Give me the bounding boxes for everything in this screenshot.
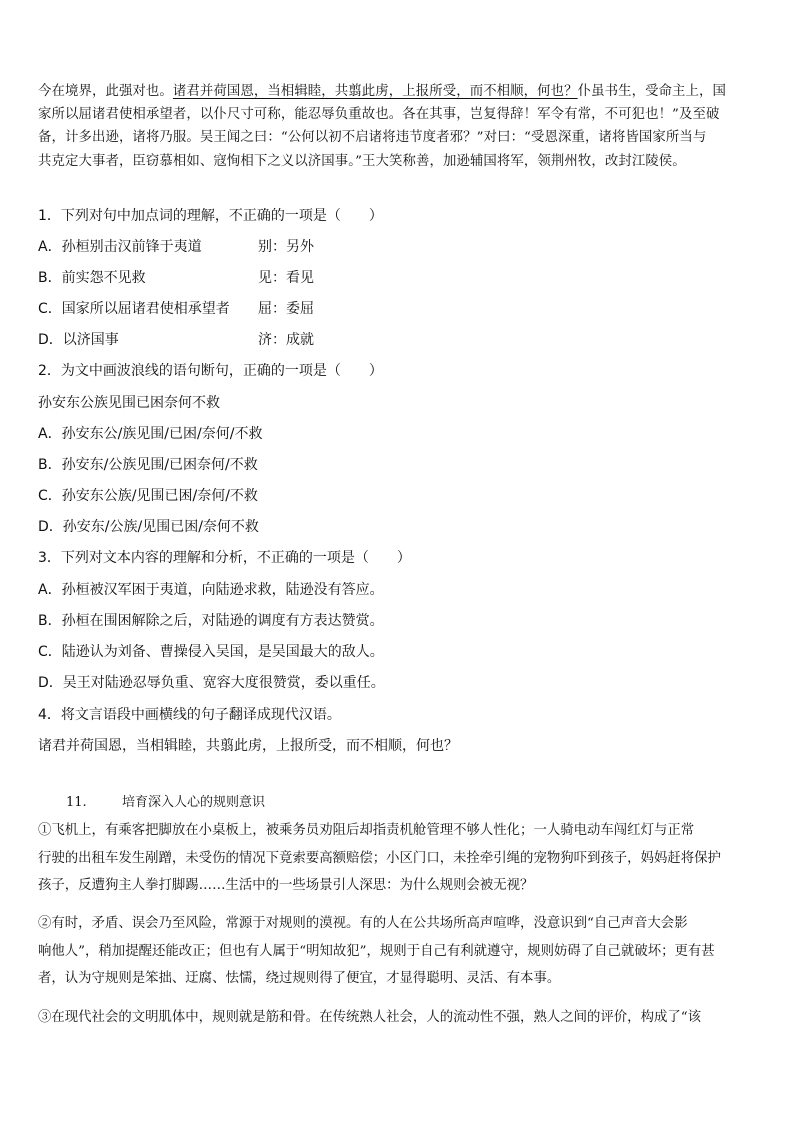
q3-option-b[interactable]: B．孙桓在围困解除之后，对陆逊的调度有方表达赞赏。 <box>38 613 384 629</box>
question-4-stem: 4．将文言语段中画横线的句子翻译成现代汉语。 <box>38 707 341 723</box>
passage-line-4: 共克定大事者，臣窃慕相如、寇恂相下之义以济国事。”王大笑称善，加逊辅国将军，领荆州牧，改封江陵侯。 <box>38 153 686 169</box>
q1-option-a[interactable]: A．孙桓别击汉前锋于夷道 别：另外 <box>38 239 314 255</box>
q3-option-c[interactable]: C．陆逊认为刘备、曹操侵入吴国，是吴国最大的敌人。 <box>38 644 384 660</box>
question-4-sentence: 诸君并荷国恩，当相辑睦，共翦此虏，上报所受，而不相顺，何也？ <box>38 738 458 754</box>
passage-line-1: 今在境界，此强对也。诸君并荷国恩，当相辑睦，共翦此虏，上报所受，而不相顺，何也？仆虽书生，受命主上，国 <box>38 84 727 99</box>
section-11-paragraph-1 <box>38 817 756 900</box>
underlined-sentence: 诸君并荷国恩，当相辑睦，共翦此虏，上报所受，而不相顺，何也？ <box>172 84 578 99</box>
q1-option-c[interactable]: C．国家所以屈诸君使相承望者 屈：委屈 <box>38 301 314 317</box>
q2-option-d[interactable]: D．孙安东/公族/见围已困/奈何不救 <box>38 519 259 535</box>
question-3-stem: 3．下列对文本内容的理解和分析，不正确的一项是（ ） <box>38 550 411 566</box>
paragraph-line: 孩子，反遭狗主人拳打脚踢……生活中的一些场景引人深思：为什么规则会被无视？ <box>38 878 534 893</box>
q2-option-a[interactable]: A．孙安东公/族见围/已困/奈何/不救 <box>38 426 263 442</box>
q2-option-b[interactable]: B．孙安东/公族见围/已困奈何/不救 <box>38 457 258 473</box>
q1-option-d[interactable]: D．以济国事 济：成就 <box>38 332 314 348</box>
section-11-paragraph-2 <box>38 910 756 993</box>
paragraph-line: 行驶的出租车发生剐蹭，未受伤的情况下竟索要高额赔偿；小区门口，未拴牵引绳的宠物狗吓到孩子，妈妈赶将保护 <box>38 850 721 866</box>
paragraph-line: 者，认为守规则是笨拙、迂腐、怯懦，绕过规则得了便宜，才显得聪明、灵活、有本事。 <box>38 971 561 986</box>
section-number: 11. <box>66 795 87 810</box>
question-2-sentence: 孙安东公族见围已困奈何不救 <box>38 395 220 411</box>
passage-line-2: 家所以屈诸君使相承望者，以仆尺寸可称，能忍辱负重故也。各在其事，岂复得辞！军令有常，不可犯也！”及至破 <box>38 107 720 123</box>
section-11-paragraph-3 <box>38 1004 756 1032</box>
question-1-stem: 1．下列对句中加点词的理解，不正确的一项是（ ） <box>38 208 383 224</box>
paragraph-line: 响他人”，稍加提醒还能改正；但也有人属于“明知故犯”，规则于自己有利就遵守，规则妨碍了自己就破坏；更有甚 <box>38 943 715 959</box>
q3-option-d[interactable]: D．吴王对陆逊忍辱负重、宽容大度很赞赏，委以重任。 <box>38 675 385 691</box>
section-11-heading <box>66 791 265 810</box>
question-2-stem: 2．为文中画波浪线的语句断句，正确的一项是（ ） <box>38 363 383 379</box>
q2-option-c[interactable]: C．孙安东公族/见围已困/奈何/不救 <box>38 488 258 504</box>
section-title: 培育深入人心的规则意识 <box>122 795 266 810</box>
paragraph-line: ②有时，矛盾、误会乃至风险，常源于对规则的漠视。有的人在公共场所高声喧哗，没意识到“自己声音大会影 <box>38 916 688 931</box>
q1-option-b[interactable]: B．前实怨不见救 见：看见 <box>38 270 314 286</box>
passage-line-3: 备，计多出逊，诸将乃服。吴王闻之曰：“公何以初不启诸将违节度者邪？”对曰：“受恩深重，诸将皆国家所当与 <box>38 130 707 146</box>
classical-passage <box>38 80 756 173</box>
q3-option-a[interactable]: A．孙桓被汉军困于夷道，向陆逊求救，陆逊没有答应。 <box>38 582 384 598</box>
paragraph-line: ①飞机上，有乘客把脚放在小桌板上，被乘务员劝阻后却指责机舱管理不够人性化；一人骑电动车闯红灯与正常 <box>38 823 695 838</box>
paragraph-line: ③在现代社会的文明肌体中，规则就是筋和骨。在传统熟人社会，人的流动性不强，熟人之间的评价，构成了“该 <box>38 1010 701 1025</box>
